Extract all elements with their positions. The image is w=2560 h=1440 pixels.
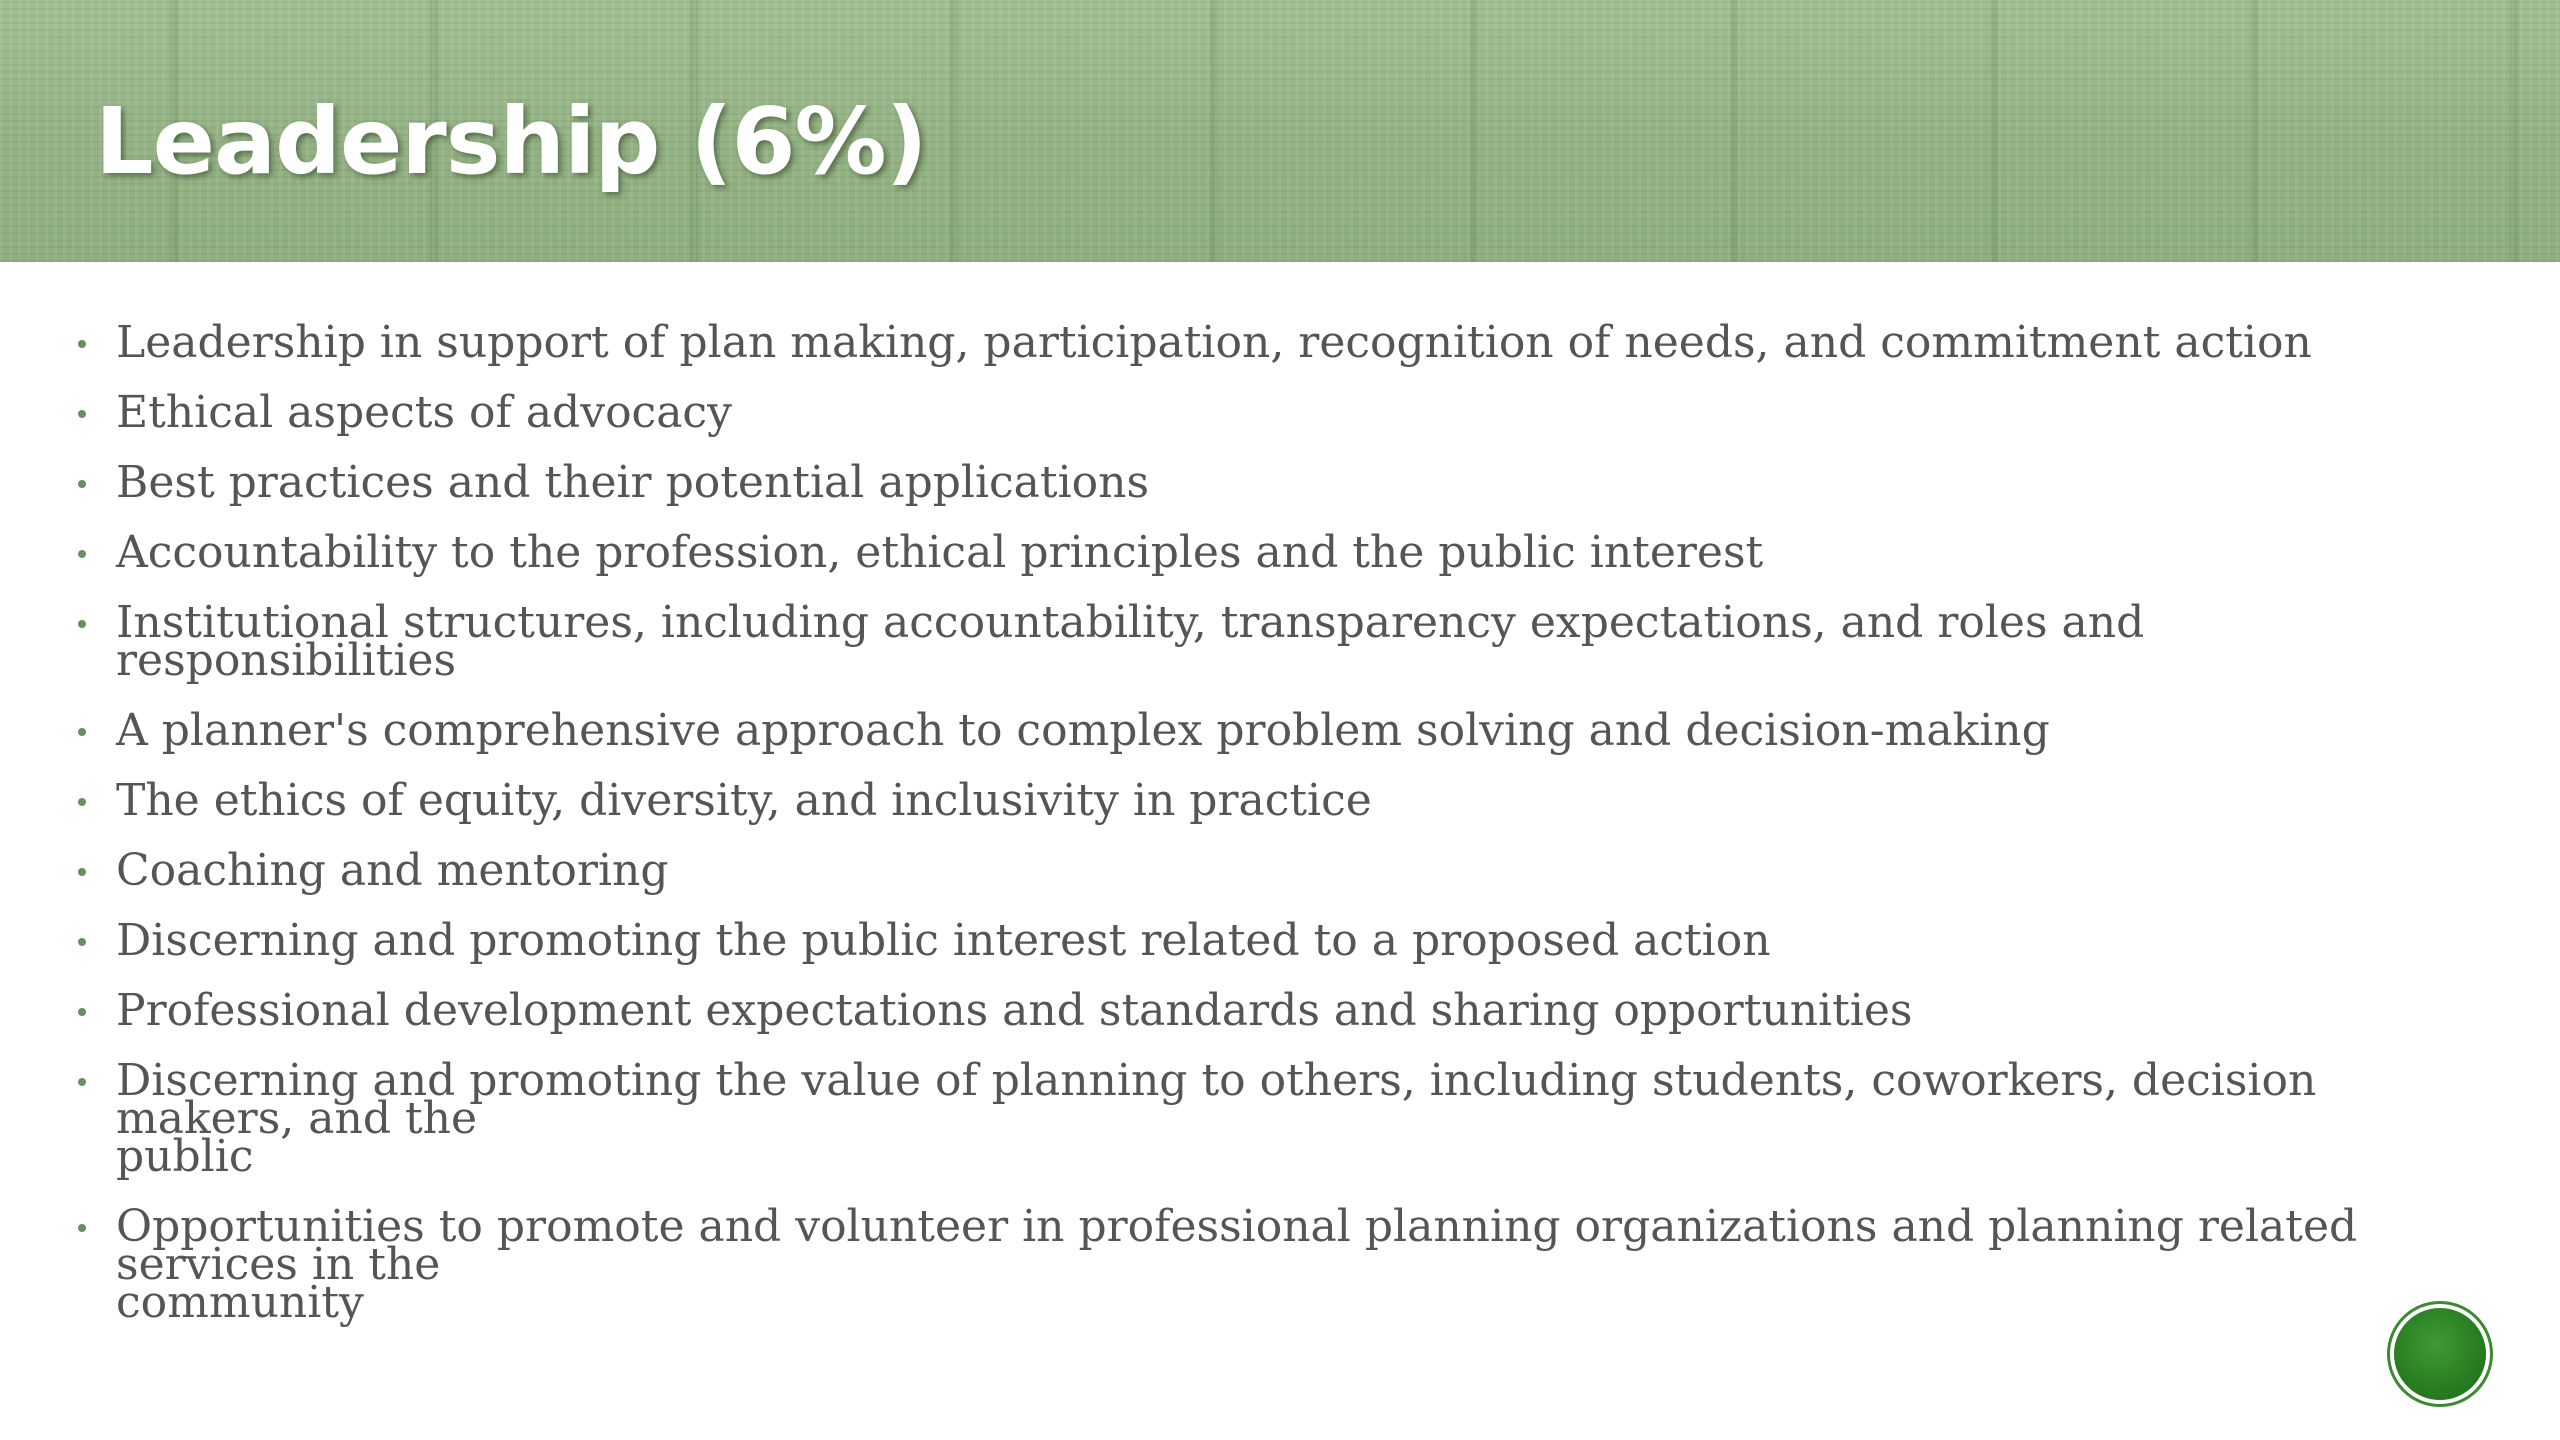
- list-item-text: Institutional structures, including accountability, transparency expectations, and roles and responsibilities: [116, 597, 2145, 686]
- bullet-icon: [78, 620, 86, 628]
- bullet-icon: [78, 938, 86, 946]
- list-item-text: Coaching and mentoring: [116, 845, 669, 896]
- list-item: [70, 387, 2490, 438]
- list-item-text: Ethical aspects of advocacy: [116, 387, 732, 438]
- bullet-list: [70, 317, 2490, 1328]
- bullet-icon: [78, 550, 86, 558]
- list-item-text: Leadership in support of plan making, participation, recognition of needs, and commitment action: [116, 317, 2312, 368]
- bullet-icon: [78, 868, 86, 876]
- list-item-text: Accountability to the profession, ethical principles and the public interest: [116, 527, 1764, 578]
- bullet-icon: [78, 1224, 86, 1232]
- slide-nav-button[interactable]: [2394, 1308, 2486, 1400]
- list-item-text: A planner's comprehensive approach to complex problem solving and decision-making: [116, 705, 2050, 756]
- list-item-text: Professional development expectations and standards and sharing opportunities: [116, 985, 1913, 1036]
- list-item: [70, 915, 2490, 966]
- bullet-icon: [78, 410, 86, 418]
- bullet-icon: [78, 480, 86, 488]
- slide-title: Leadership (6%): [95, 88, 927, 195]
- list-item-text: Discerning and promoting the value of planning to others, including students, coworkers, decision makers, and the public: [116, 1055, 2317, 1182]
- bullet-icon: [78, 728, 86, 736]
- list-item: [70, 845, 2490, 896]
- slide-content: [70, 317, 2490, 1354]
- list-item: [70, 1201, 2490, 1328]
- list-item: [70, 317, 2490, 368]
- list-item: [70, 527, 2490, 578]
- list-item-text: Best practices and their potential applications: [116, 457, 1150, 508]
- list-item-text: Opportunities to promote and volunteer in professional planning organizations and planning related services in the community: [116, 1201, 2358, 1328]
- list-item: [70, 597, 2490, 686]
- bullet-icon: [78, 340, 86, 348]
- list-item-text: The ethics of equity, diversity, and inclusivity in practice: [116, 775, 1372, 826]
- list-item: [70, 775, 2490, 826]
- bullet-icon: [78, 798, 86, 806]
- title-band: [0, 0, 2560, 262]
- list-item: [70, 705, 2490, 756]
- list-item: [70, 457, 2490, 508]
- list-item: [70, 1055, 2490, 1182]
- list-item-text: Discerning and promoting the public interest related to a proposed action: [116, 915, 1771, 966]
- bullet-icon: [78, 1008, 86, 1016]
- bullet-icon: [78, 1078, 86, 1086]
- list-item: [70, 985, 2490, 1036]
